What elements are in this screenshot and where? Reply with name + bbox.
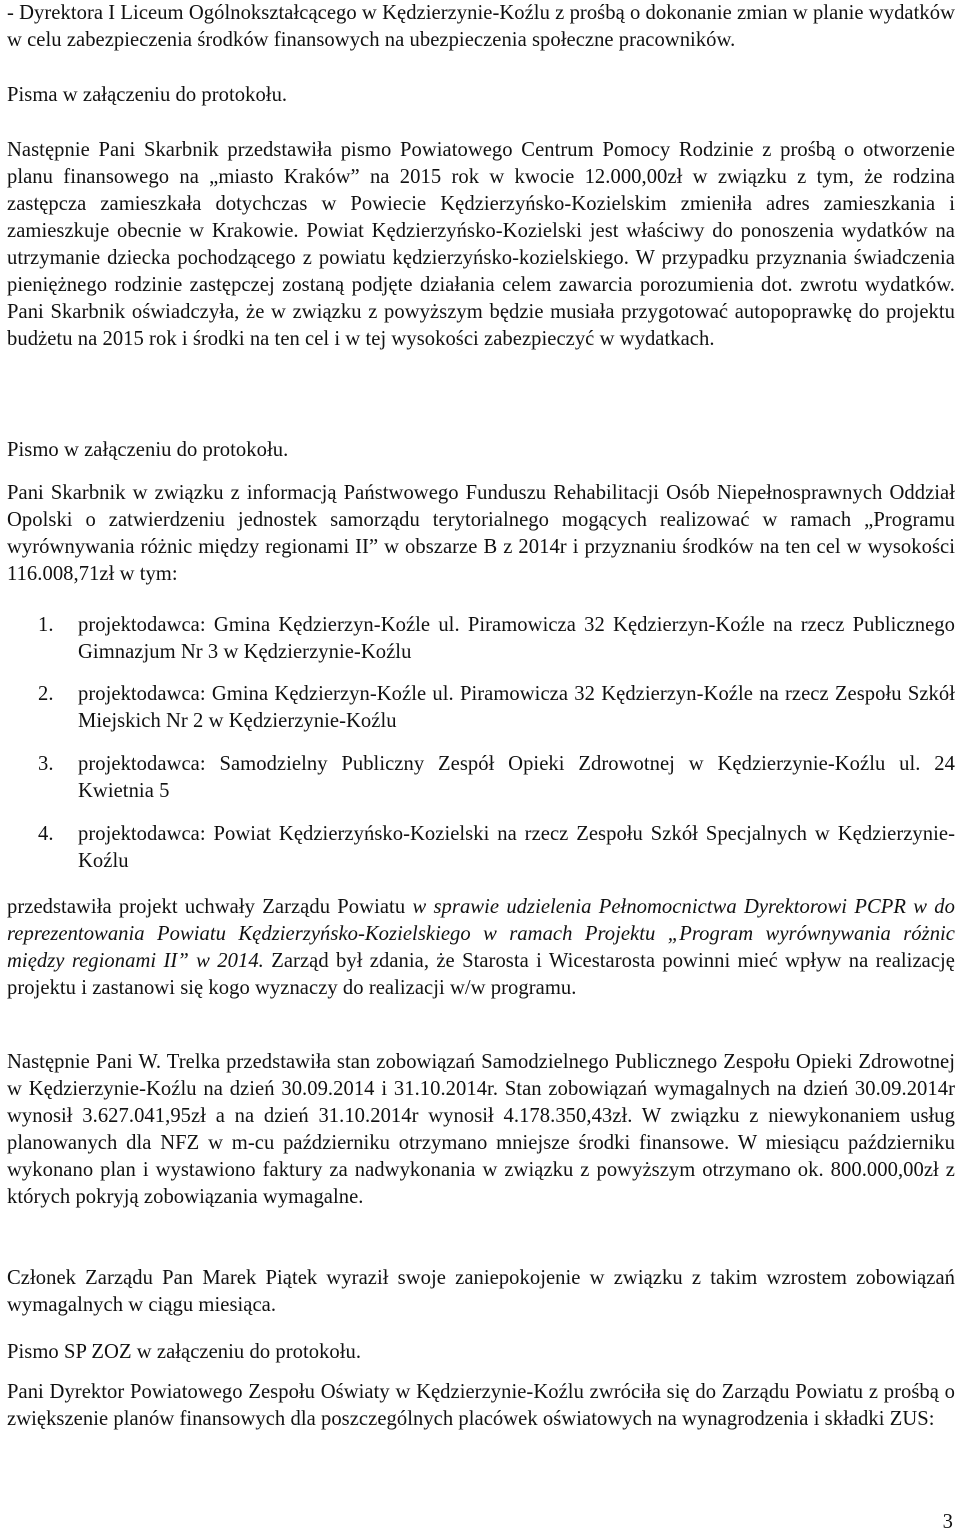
paragraph-attachment-note-2: Pismo w załączeniu do protokołu.	[7, 439, 289, 461]
list-item-number: 2.	[38, 683, 54, 705]
list-item-number: 3.	[38, 753, 54, 775]
list-item	[38, 821, 955, 875]
list-item-number: 1.	[38, 614, 54, 636]
list-item	[38, 612, 955, 666]
list-item-text: projektodawca: Gmina Kędzierzyn-Koźle ul. Piramowicza 32 Kędzierzyn-Koźle na rzecz Publicznego Gimnazjum Nr 3 w Kędzierzynie-Koźlu	[78, 614, 955, 663]
paragraph-board-member-concern: Członek Zarządu Pan Marek Piątek wyraził swoje zaniepokojenie w związku z takim wzrostem zobowiązań wymagalnych w ciągu miesiąca.	[7, 1267, 955, 1316]
paragraph-liceum-request: - Dyrektora I Liceum Ogólnokształcącego w Kędzierzynie-Koźlu z prośbą o dokonanie zmian w planie wydatków w celu zabezpieczenia środków finansowych na ubezpieczenia społeczne pracowników.	[7, 2, 955, 51]
paragraph-education-director-request: Pani Dyrektor Powiatowego Zespołu Oświaty w Kędzierzynie-Koźlu zwróciła się do Zarządu Powiatu z prośbą o zwiększenie planów finansowych dla poszczególnych placówek oświatowych na wynagrodzenia i składki ZUS:	[7, 1381, 955, 1430]
paragraph-resolution-draft	[7, 894, 955, 1002]
resolution-title-italic: w sprawie udzielenia Pełnomocnictwa Dyrektorowi PCPR w do reprezentowania Powiatu Kędzierzyńsko-Kozielskiego w ramach Projektu „Program wyrównywania różnic między regionami II” w 2014.	[7, 896, 955, 972]
list-item-text: projektodawca: Powiat Kędzierzyńsko-Kozielski na rzecz Zespołu Szkół Specjalnych w Kędzierzynie-Koźlu	[78, 823, 955, 872]
paragraph-attachments-note: Pisma w załączeniu do protokołu.	[7, 84, 288, 106]
resolution-tail-text: Zarząd był zdania, że Starosta i Wicestarosta powinni mieć wpływ na realizację projektu i zastanowi się kogo wyznaczy do realizacji w/w programu.	[7, 950, 955, 999]
list-item-number: 4.	[38, 823, 54, 845]
list-item	[38, 681, 955, 735]
list-item-text: projektodawca: Samodzielny Publiczny Zespół Opieki Zdrowotnej w Kędzierzynie-Koźlu ul. 24 Kwietnia 5	[78, 753, 955, 802]
paragraph-spzoz-liabilities: Następnie Pani W. Trelka przedstawiła stan zobowiązań Samodzielnego Publicznego Zespołu Opieki Zdrowotnej w Kędzierzynie-Koźlu na dzień 30.09.2014 i 31.10.2014r. Stan zobowiązań wymagalnych na dzień 30.09.2014r wynosił 3.627.041,95zł a na dzień 31.10.2014r wynosił 4.178.350,43zł. W związku z niewykonaniem usług planowanych dla NFZ w m-cu październiku otrzymano mniejsze środki finansowe. W miesiącu październiku wykonano plan i wystawiono faktury za nadwykonania w związku z powyższym otrzymano ok. 800.000,00zł z których pokryją zobowiązania wymagalne.	[7, 1051, 955, 1208]
list-item-text: projektodawca: Gmina Kędzierzyn-Koźle ul. Piramowicza 32 Kędzierzyn-Koźle na rzecz Zespołu Szkół Miejskich Nr 2 w Kędzierzynie-Koźlu	[78, 683, 955, 732]
paragraph-pcpr-letter: Następnie Pani Skarbnik przedstawiła pismo Powiatowego Centrum Pomocy Rodzinie z prośbą o otworzenie planu finansowego na „miasto Kraków” na 2015 rok w kwocie 12.000,00zł w związku z tym, że rodzina zastępcza zamieszkała dotychczas w Powiecie Kędzierzyńsko-Kozielskim zmieniła adres zamieszkania i zamieszkuje obecnie w Krakowie. Powiat Kędzierzyńsko-Kozielski jest właściwy do ponoszenia wydatków na utrzymanie dziecka pochodzącego z powiatu kędzierzyńsko-kozielskiego. W przypadku przyznania świadczenia pieniężnego rodzinie zastępczej zostaną podjęte działania celem zawarcia porozumienia dot. zwrotu wydatków. Pani Skarbnik oświadczyła, że w związku z powyższym będzie musiała przygotować autopoprawkę do projektu budżetu na 2015 rok i środki na ten cel i w tej wysokości zabezpieczyć w wydatkach.	[7, 139, 955, 350]
page-number: 3	[942, 1511, 953, 1533]
list-item	[38, 751, 955, 805]
paragraph-spzoz-attachment: Pismo SP ZOZ w załączeniu do protokołu.	[7, 1341, 362, 1363]
paragraph-pfron-info: Pani Skarbnik w związku z informacją Państwowego Funduszu Rehabilitacji Osób Niepełnosprawnych Oddział Opolski o zatwierdzeniu jednostek samorządu terytorialnego mogących realizować w ramach „Programu wyrównywania różnic między regionami II” w obszarze B z 2014r i przyznaniu środków na ten cel w wysokości 116.008,71zł w tym:	[7, 482, 955, 585]
resolution-lead-text: przedstawiła projekt uchwały Zarządu Powiatu	[7, 896, 413, 918]
